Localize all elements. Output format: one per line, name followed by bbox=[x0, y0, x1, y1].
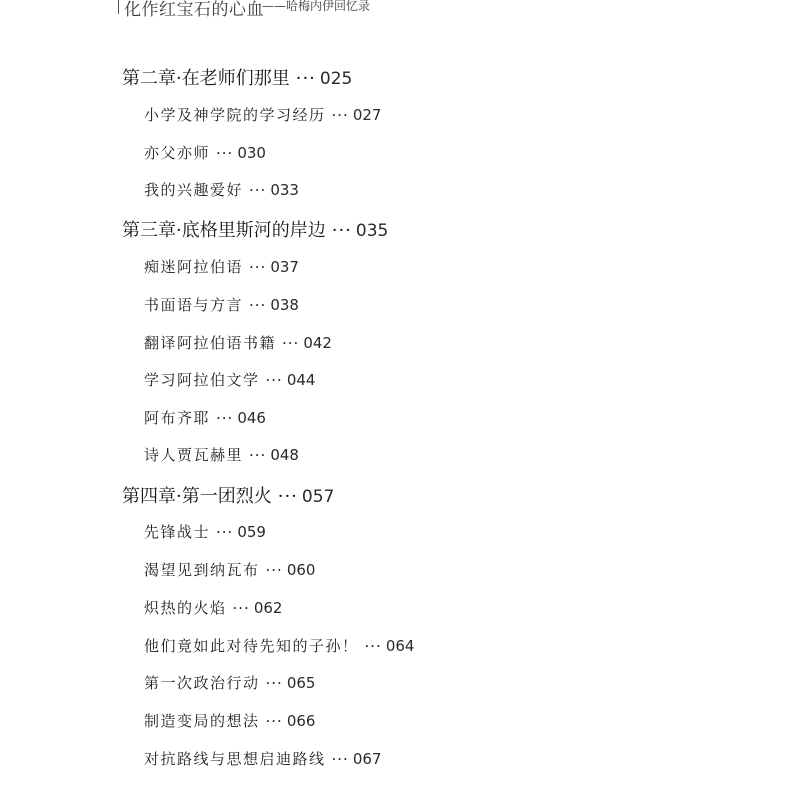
toc-section[interactable] bbox=[144, 748, 381, 769]
leader-dots: ··· bbox=[216, 144, 234, 162]
leader-dots: ··· bbox=[277, 486, 298, 507]
page-number: 064 bbox=[385, 637, 415, 655]
leader-dots: ··· bbox=[265, 674, 283, 692]
entry-title: 第四章·第一团烈火 bbox=[122, 486, 272, 507]
entry-title: 第一次政治行动 bbox=[144, 674, 260, 692]
page-number: 062 bbox=[253, 599, 283, 617]
toc-section[interactable] bbox=[144, 672, 315, 693]
entry-title: 学习阿拉伯文学 bbox=[144, 371, 260, 389]
leader-dots: ··· bbox=[265, 712, 283, 730]
leader-dots: ··· bbox=[265, 561, 283, 579]
entry-title: 亦父亦师 bbox=[144, 144, 211, 162]
entry-title: 阿布齐耶 bbox=[144, 409, 211, 427]
toc-chapter[interactable] bbox=[122, 64, 352, 90]
leader-dots: ··· bbox=[295, 68, 316, 89]
toc-section[interactable] bbox=[144, 369, 315, 390]
page-number: 030 bbox=[237, 144, 266, 162]
page-number: 060 bbox=[286, 561, 316, 579]
page-number: 042 bbox=[303, 334, 332, 352]
toc-section[interactable] bbox=[144, 444, 299, 465]
leader-dots: ··· bbox=[249, 181, 267, 199]
page-number: 033 bbox=[270, 181, 299, 199]
leader-dots: ··· bbox=[249, 258, 267, 276]
toc-section[interactable] bbox=[144, 710, 315, 731]
leader-dots: ··· bbox=[331, 106, 349, 124]
page-number: 025 bbox=[319, 69, 353, 89]
entry-title: 诗人贾瓦赫里 bbox=[144, 446, 244, 464]
leader-dots: ··· bbox=[331, 220, 352, 241]
entry-title: 书面语与方言 bbox=[144, 296, 244, 314]
entry-title: 先锋战士 bbox=[144, 523, 211, 541]
entry-title: 翻译阿拉伯语书籍 bbox=[144, 334, 277, 352]
page-number: 048 bbox=[270, 446, 299, 464]
entry-title: 痴迷阿拉伯语 bbox=[144, 258, 244, 276]
toc-section[interactable] bbox=[144, 407, 266, 428]
page-number: 027 bbox=[352, 106, 382, 124]
page-number: 038 bbox=[270, 296, 299, 314]
page-number: 065 bbox=[286, 674, 316, 692]
header-book-title: 化作红宝石的心血 bbox=[124, 0, 264, 20]
entry-title: 第三章·底格里斯河的岸边 bbox=[122, 220, 326, 241]
entry-title: 他们竟如此对待先知的子孙！ bbox=[144, 637, 359, 655]
entry-title: 第二章·在老师们那里 bbox=[122, 68, 290, 89]
page-number: 046 bbox=[237, 409, 266, 427]
leader-dots: ··· bbox=[249, 446, 267, 464]
toc-chapter[interactable] bbox=[122, 482, 334, 508]
toc-section[interactable] bbox=[144, 521, 266, 542]
leader-dots: ··· bbox=[249, 296, 267, 314]
page-number: 067 bbox=[352, 750, 382, 768]
toc-section[interactable] bbox=[144, 104, 381, 125]
page-number: 035 bbox=[355, 221, 389, 241]
leader-dots: ··· bbox=[364, 637, 382, 655]
leader-dots: ··· bbox=[331, 750, 349, 768]
leader-dots: ··· bbox=[232, 599, 250, 617]
toc-section[interactable] bbox=[144, 597, 282, 618]
toc-section[interactable] bbox=[144, 256, 299, 277]
toc-section[interactable] bbox=[144, 332, 332, 353]
page-number: 066 bbox=[286, 712, 316, 730]
entry-title: 渴望见到纳瓦布 bbox=[144, 561, 260, 579]
toc-section[interactable] bbox=[144, 559, 315, 580]
toc-section[interactable] bbox=[144, 294, 299, 315]
page-number: 057 bbox=[301, 487, 335, 507]
leader-dots: ··· bbox=[282, 334, 300, 352]
entry-title: 对抗路线与思想启迪路线 bbox=[144, 750, 326, 768]
page-number: 044 bbox=[286, 371, 316, 389]
leader-dots: ··· bbox=[216, 409, 234, 427]
leader-dots: ··· bbox=[265, 371, 283, 389]
entry-title: 小学及神学院的学习经历 bbox=[144, 106, 326, 124]
toc-section[interactable] bbox=[144, 635, 414, 656]
toc-section[interactable] bbox=[144, 179, 299, 200]
leader-dots: ··· bbox=[216, 523, 234, 541]
toc-section[interactable] bbox=[144, 142, 266, 163]
page-number: 059 bbox=[237, 523, 266, 541]
entry-title: 炽热的火焰 bbox=[144, 599, 227, 617]
entry-title: 制造变局的想法 bbox=[144, 712, 260, 730]
toc-chapter[interactable] bbox=[122, 216, 388, 242]
page-number: 037 bbox=[270, 258, 299, 276]
entry-title: 我的兴趣爱好 bbox=[144, 181, 244, 199]
header-subtitle: ——哈梅内伊回忆录 bbox=[262, 0, 371, 13]
